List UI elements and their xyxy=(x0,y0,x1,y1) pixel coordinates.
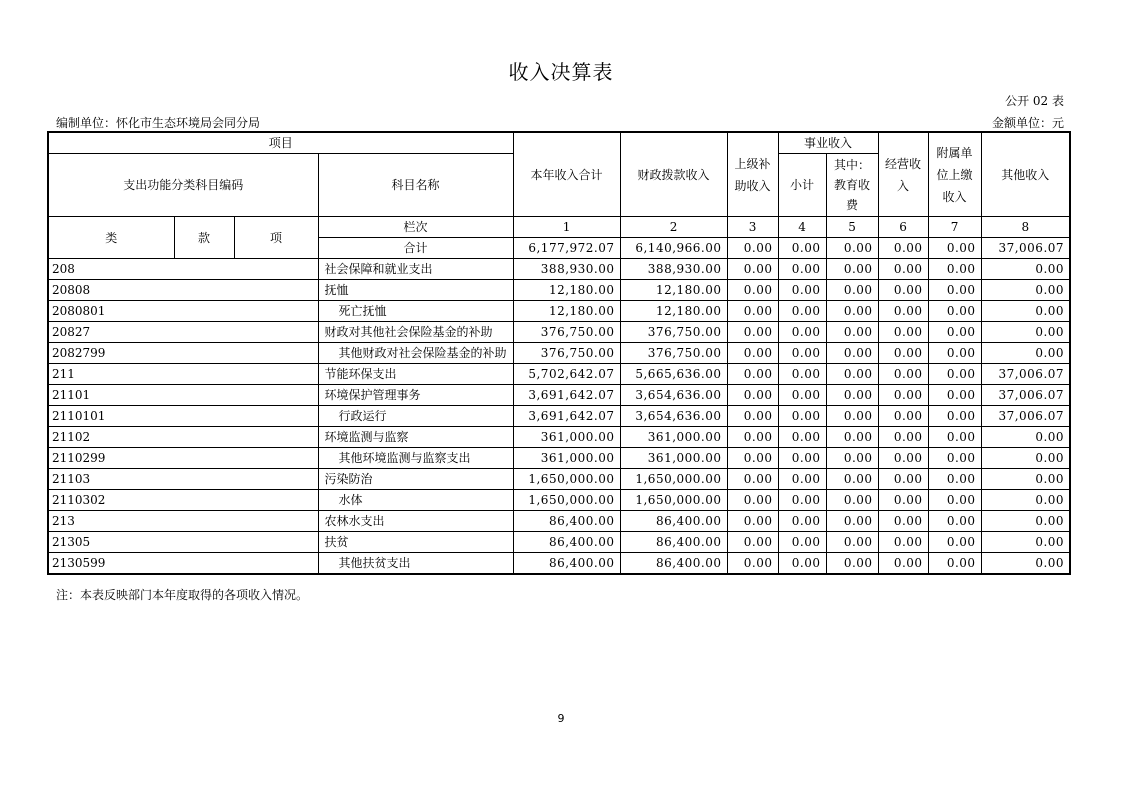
row-value: 12,180.00 xyxy=(513,280,620,301)
row-value: 0.00 xyxy=(826,469,878,490)
row-value: 0.00 xyxy=(727,511,778,532)
row-value: 376,750.00 xyxy=(620,343,727,364)
row-value: 0.00 xyxy=(981,469,1070,490)
income-table xyxy=(47,131,1071,575)
header-edu: 其中：教育收费 xyxy=(826,154,878,217)
table-row xyxy=(48,259,1070,280)
row-value: 0.00 xyxy=(928,406,981,427)
row-name: 行政运行 xyxy=(318,406,513,427)
row-value: 0.00 xyxy=(826,343,878,364)
col-num: 5 xyxy=(826,217,878,238)
col-num: 8 xyxy=(981,217,1070,238)
row-name: 环境保护管理事务 xyxy=(318,385,513,406)
row-value: 0.00 xyxy=(878,385,928,406)
col-num: 3 xyxy=(727,217,778,238)
row-value: 0.00 xyxy=(928,532,981,553)
row-value: 0.00 xyxy=(981,343,1070,364)
row-value: 0.00 xyxy=(826,406,878,427)
row-value: 5,702,642.07 xyxy=(513,364,620,385)
row-value: 0.00 xyxy=(826,511,878,532)
row-value: 0.00 xyxy=(778,406,826,427)
row-value: 0.00 xyxy=(778,427,826,448)
row-value: 86,400.00 xyxy=(513,532,620,553)
row-value: 0.00 xyxy=(928,553,981,575)
row-value: 376,750.00 xyxy=(513,322,620,343)
row-value: 0.00 xyxy=(928,511,981,532)
row-value: 0.00 xyxy=(928,259,981,280)
row-name: 死亡抚恤 xyxy=(318,301,513,322)
row-value: 0.00 xyxy=(928,343,981,364)
row-value: 0.00 xyxy=(778,490,826,511)
row-value: 0.00 xyxy=(928,469,981,490)
total-cell: 6,140,966.00 xyxy=(620,238,727,259)
row-value: 0.00 xyxy=(878,553,928,575)
row-name: 农林水支出 xyxy=(318,511,513,532)
row-code: 21101 xyxy=(48,385,318,406)
row-value: 86,400.00 xyxy=(513,553,620,575)
row-code: 21103 xyxy=(48,469,318,490)
compiling-unit: 编制单位：怀化市生态环境局会同分局 xyxy=(56,116,261,130)
row-value: 0.00 xyxy=(981,427,1070,448)
header-column-no: 栏次 xyxy=(318,217,513,238)
row-name: 其他扶贫支出 xyxy=(318,553,513,575)
row-value: 86,400.00 xyxy=(620,553,727,575)
header-func-code: 支出功能分类科目编码 xyxy=(48,154,318,217)
header-fiscal: 财政拨款收入 xyxy=(620,132,727,217)
row-code: 2130599 xyxy=(48,553,318,575)
table-row xyxy=(48,280,1070,301)
row-value: 0.00 xyxy=(727,469,778,490)
row-value: 0.00 xyxy=(727,448,778,469)
row-value: 0.00 xyxy=(928,385,981,406)
row-value: 0.00 xyxy=(826,259,878,280)
row-value: 376,750.00 xyxy=(620,322,727,343)
row-code: 2110299 xyxy=(48,448,318,469)
row-value: 0.00 xyxy=(981,301,1070,322)
total-cell: 0.00 xyxy=(778,238,826,259)
table-row xyxy=(48,427,1070,448)
header-subject-name: 科目名称 xyxy=(318,154,513,217)
row-value: 0.00 xyxy=(878,280,928,301)
row-value: 0.00 xyxy=(727,259,778,280)
row-value: 0.00 xyxy=(826,280,878,301)
row-value: 361,000.00 xyxy=(620,427,727,448)
row-value: 0.00 xyxy=(778,385,826,406)
row-value: 0.00 xyxy=(981,532,1070,553)
row-value: 0.00 xyxy=(778,469,826,490)
col-num: 6 xyxy=(878,217,928,238)
header-subtotal: 小计 xyxy=(778,154,826,217)
row-value: 0.00 xyxy=(727,553,778,575)
row-value: 0.00 xyxy=(778,322,826,343)
row-value: 361,000.00 xyxy=(513,427,620,448)
row-value: 0.00 xyxy=(826,364,878,385)
total-cell: 37,006.07 xyxy=(981,238,1070,259)
row-value: 0.00 xyxy=(878,469,928,490)
row-name: 其他财政对社会保险基金的补助 xyxy=(318,343,513,364)
row-value: 388,930.00 xyxy=(620,259,727,280)
row-value: 0.00 xyxy=(928,364,981,385)
row-name: 其他环境监测与监察支出 xyxy=(318,448,513,469)
row-value: 0.00 xyxy=(727,406,778,427)
row-value: 0.00 xyxy=(878,427,928,448)
row-value: 0.00 xyxy=(778,448,826,469)
table-row xyxy=(48,301,1070,322)
header-kuan: 款 xyxy=(174,217,234,259)
row-value: 0.00 xyxy=(878,322,928,343)
table-row xyxy=(48,385,1070,406)
row-value: 0.00 xyxy=(727,427,778,448)
row-code: 211 xyxy=(48,364,318,385)
row-value: 0.00 xyxy=(778,259,826,280)
table-row xyxy=(48,322,1070,343)
row-code: 2110302 xyxy=(48,490,318,511)
row-name: 扶贫 xyxy=(318,532,513,553)
row-value: 0.00 xyxy=(778,532,826,553)
row-value: 0.00 xyxy=(981,280,1070,301)
row-value: 388,930.00 xyxy=(513,259,620,280)
row-value: 0.00 xyxy=(878,532,928,553)
row-value: 0.00 xyxy=(878,343,928,364)
row-value: 0.00 xyxy=(826,448,878,469)
row-value: 361,000.00 xyxy=(513,448,620,469)
row-value: 0.00 xyxy=(727,343,778,364)
row-value: 0.00 xyxy=(826,427,878,448)
total-cell: 6,177,972.07 xyxy=(513,238,620,259)
table-row xyxy=(48,511,1070,532)
row-value: 0.00 xyxy=(826,490,878,511)
row-value: 0.00 xyxy=(878,364,928,385)
row-code: 2082799 xyxy=(48,343,318,364)
row-name: 抚恤 xyxy=(318,280,513,301)
table-row xyxy=(48,469,1070,490)
row-name: 水体 xyxy=(318,490,513,511)
currency-unit: 金额单位：元 xyxy=(991,116,1064,130)
row-value: 0.00 xyxy=(928,322,981,343)
row-code: 21102 xyxy=(48,427,318,448)
row-value: 0.00 xyxy=(727,532,778,553)
row-value: 361,000.00 xyxy=(620,448,727,469)
row-value: 3,654,636.00 xyxy=(620,406,727,427)
header-affiliated: 附属单位上缴收入 xyxy=(928,132,981,217)
row-value: 12,180.00 xyxy=(620,301,727,322)
table-row xyxy=(48,553,1070,575)
row-value: 0.00 xyxy=(928,427,981,448)
row-value: 0.00 xyxy=(928,448,981,469)
row-value: 1,650,000.00 xyxy=(513,469,620,490)
row-value: 86,400.00 xyxy=(620,511,727,532)
row-value: 0.00 xyxy=(778,301,826,322)
row-code: 21305 xyxy=(48,532,318,553)
row-value: 0.00 xyxy=(727,280,778,301)
header-total-income: 本年收入合计 xyxy=(513,132,620,217)
row-value: 0.00 xyxy=(826,301,878,322)
row-value: 1,650,000.00 xyxy=(513,490,620,511)
header-project: 项目 xyxy=(48,132,513,154)
header-other: 其他收入 xyxy=(981,132,1070,217)
row-value: 0.00 xyxy=(981,322,1070,343)
row-value: 12,180.00 xyxy=(513,301,620,322)
table-row xyxy=(48,364,1070,385)
table-row xyxy=(48,448,1070,469)
row-code: 2110101 xyxy=(48,406,318,427)
row-value: 376,750.00 xyxy=(513,343,620,364)
row-value: 0.00 xyxy=(878,406,928,427)
row-value: 3,691,642.07 xyxy=(513,406,620,427)
row-value: 0.00 xyxy=(778,364,826,385)
row-value: 5,665,636.00 xyxy=(620,364,727,385)
row-value: 0.00 xyxy=(826,532,878,553)
table-row xyxy=(48,406,1070,427)
row-name: 财政对其他社会保险基金的补助 xyxy=(318,322,513,343)
header-superior: 上级补助收入 xyxy=(727,132,778,217)
row-value: 0.00 xyxy=(826,385,878,406)
row-value: 86,400.00 xyxy=(620,532,727,553)
row-value: 0.00 xyxy=(928,301,981,322)
row-value: 0.00 xyxy=(727,364,778,385)
row-value: 0.00 xyxy=(778,343,826,364)
total-cell: 0.00 xyxy=(878,238,928,259)
row-name: 社会保障和就业支出 xyxy=(318,259,513,280)
table-row xyxy=(48,490,1070,511)
page-number: 9 xyxy=(557,712,565,725)
row-value: 0.00 xyxy=(981,553,1070,575)
row-code: 213 xyxy=(48,511,318,532)
header-operating: 经营收入 xyxy=(878,132,928,217)
row-value: 0.00 xyxy=(778,280,826,301)
form-number: 公开 02 表 xyxy=(1005,94,1064,108)
row-value: 0.00 xyxy=(878,511,928,532)
table-row xyxy=(48,532,1070,553)
total-cell: 0.00 xyxy=(727,238,778,259)
row-value: 1,650,000.00 xyxy=(620,490,727,511)
row-value: 0.00 xyxy=(826,322,878,343)
total-cell: 0.00 xyxy=(826,238,878,259)
row-value: 37,006.07 xyxy=(981,406,1070,427)
row-value: 0.00 xyxy=(778,553,826,575)
header-business: 事业收入 xyxy=(778,132,878,154)
table-row xyxy=(48,343,1070,364)
row-value: 0.00 xyxy=(981,259,1070,280)
row-code: 208 xyxy=(48,259,318,280)
total-label: 合计 xyxy=(318,238,513,259)
row-value: 0.00 xyxy=(727,385,778,406)
row-value: 0.00 xyxy=(826,553,878,575)
row-name: 污染防治 xyxy=(318,469,513,490)
row-value: 0.00 xyxy=(981,490,1070,511)
row-name: 环境监测与监察 xyxy=(318,427,513,448)
col-num: 7 xyxy=(928,217,981,238)
row-code: 20827 xyxy=(48,322,318,343)
col-num: 4 xyxy=(778,217,826,238)
header-xiang: 项 xyxy=(234,217,318,259)
row-value: 12,180.00 xyxy=(620,280,727,301)
row-value: 0.00 xyxy=(928,490,981,511)
row-value: 0.00 xyxy=(778,511,826,532)
table-note: 注：本表反映部门本年度取得的各项收入情况。 xyxy=(56,588,309,602)
row-value: 0.00 xyxy=(727,301,778,322)
row-value: 0.00 xyxy=(981,511,1070,532)
row-value: 0.00 xyxy=(878,301,928,322)
col-num: 1 xyxy=(513,217,620,238)
row-value: 0.00 xyxy=(981,448,1070,469)
row-code: 20808 xyxy=(48,280,318,301)
row-value: 0.00 xyxy=(727,490,778,511)
row-value: 0.00 xyxy=(928,280,981,301)
page-title: 收入决算表 xyxy=(508,60,614,84)
total-cell: 0.00 xyxy=(928,238,981,259)
row-value: 3,654,636.00 xyxy=(620,385,727,406)
row-value: 37,006.07 xyxy=(981,385,1070,406)
row-value: 0.00 xyxy=(878,448,928,469)
row-value: 37,006.07 xyxy=(981,364,1070,385)
col-num: 2 xyxy=(620,217,727,238)
row-value: 0.00 xyxy=(878,490,928,511)
header-lei: 类 xyxy=(48,217,174,259)
row-code: 2080801 xyxy=(48,301,318,322)
row-value: 0.00 xyxy=(727,322,778,343)
row-value: 1,650,000.00 xyxy=(620,469,727,490)
row-value: 0.00 xyxy=(878,259,928,280)
row-value: 86,400.00 xyxy=(513,511,620,532)
row-value: 3,691,642.07 xyxy=(513,385,620,406)
row-name: 节能环保支出 xyxy=(318,364,513,385)
